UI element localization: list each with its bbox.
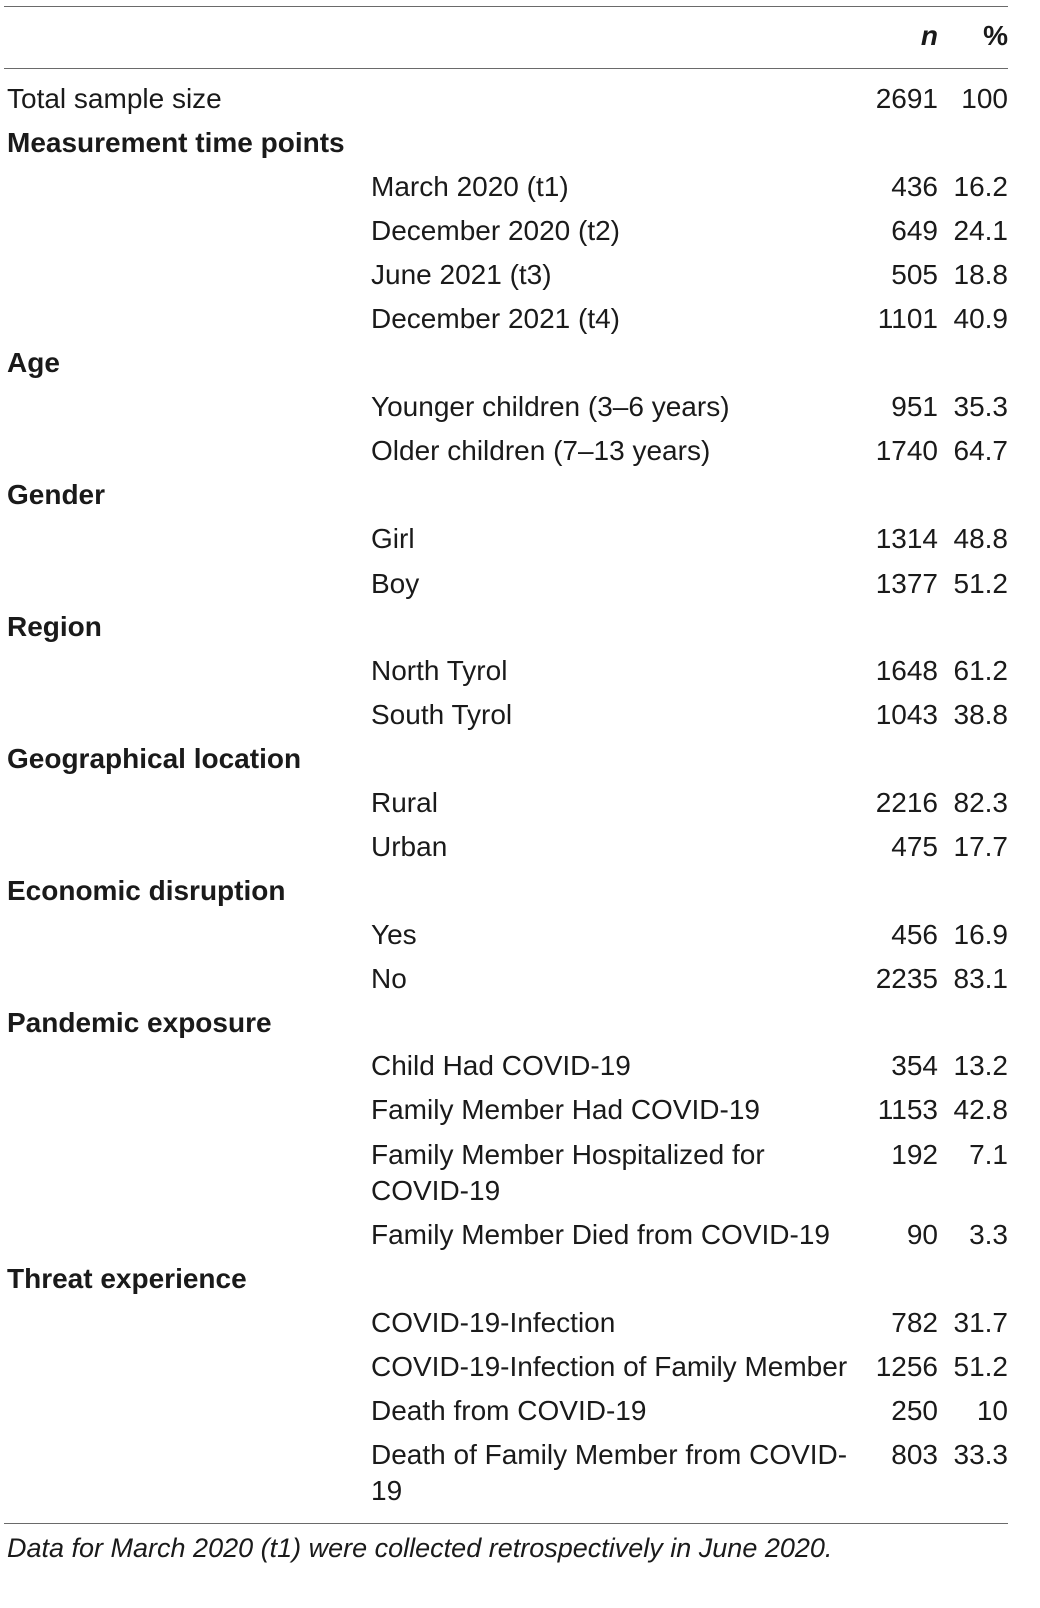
row-label: North Tyrol — [371, 655, 508, 686]
count-cell: 250 — [891, 1395, 938, 1426]
percent-cell: 10 — [976, 1395, 1008, 1426]
count-cell: 436 — [891, 171, 938, 202]
percent-cell: 3.3 — [969, 1219, 1008, 1250]
percent-cell: 51.2 — [953, 1351, 1008, 1382]
row-label: Urban — [371, 831, 448, 862]
percent-cell: 38.8 — [953, 699, 1008, 730]
count-cell: 649 — [891, 215, 938, 246]
group-label: Gender — [7, 479, 106, 510]
row-label: March 2020 (t1) — [371, 171, 569, 202]
row-label: Family Member Had COVID-19 — [371, 1094, 760, 1125]
bottom-rule — [4, 1523, 1008, 1524]
row-label: Older children (7–13 years) — [371, 435, 711, 466]
row-label: Girl — [371, 523, 415, 554]
percent-cell: 100 — [961, 83, 1008, 114]
count-cell: 803 — [891, 1439, 938, 1470]
percent-cell: 64.7 — [953, 435, 1008, 466]
group-label: Measurement time points — [7, 127, 345, 158]
count-cell: 1043 — [875, 699, 938, 730]
row-label: Child Had COVID-19 — [371, 1050, 631, 1081]
percent-cell: 42.8 — [953, 1094, 1008, 1125]
percent-cell: 31.7 — [953, 1307, 1008, 1338]
count-cell: 1256 — [875, 1351, 938, 1382]
count-cell: 456 — [891, 919, 938, 950]
row-label: Rural — [371, 787, 438, 818]
group-label: Region — [7, 611, 102, 642]
percent-cell: 48.8 — [953, 523, 1008, 554]
row-label: Death of Family Member from COVID-19 — [371, 1439, 848, 1506]
group-label: Age — [7, 347, 60, 378]
row-label: December 2021 (t4) — [371, 303, 621, 334]
percent-cell: 40.9 — [953, 303, 1008, 334]
count-cell: 192 — [891, 1139, 938, 1170]
row-label: No — [371, 963, 407, 994]
percent-cell: 13.2 — [953, 1050, 1008, 1081]
row-label: COVID-19-Infection — [371, 1307, 616, 1338]
count-cell: 1740 — [875, 435, 938, 466]
row-label: Boy — [371, 568, 420, 599]
header-percent: % — [983, 20, 1008, 51]
percent-cell: 7.1 — [969, 1139, 1008, 1170]
count-cell: 2216 — [875, 787, 938, 818]
row-label: South Tyrol — [371, 699, 513, 730]
percent-cell: 61.2 — [953, 655, 1008, 686]
percent-cell: 35.3 — [953, 391, 1008, 422]
header-n: n — [920, 20, 938, 51]
table-footnote: Data for March 2020 (t1) were collected retrospectively in June 2020. — [7, 1533, 833, 1563]
count-cell: 505 — [891, 259, 938, 290]
percent-cell: 82.3 — [953, 787, 1008, 818]
row-label: Death from COVID-19 — [371, 1395, 647, 1426]
count-cell: 475 — [891, 831, 938, 862]
percent-cell: 83.1 — [953, 963, 1008, 994]
row-label: COVID-19-Infection of Family Member — [371, 1351, 848, 1382]
percent-cell: 51.2 — [953, 568, 1008, 599]
count-cell: 90 — [906, 1219, 938, 1250]
row-label: Yes — [371, 919, 417, 950]
count-cell: 2691 — [875, 83, 938, 114]
percent-cell: 16.2 — [953, 171, 1008, 202]
row-label: Total sample size — [7, 83, 222, 114]
top-rule — [4, 6, 1008, 7]
row-label: Younger children (3–6 years) — [371, 391, 730, 422]
header-rule — [4, 68, 1008, 69]
count-cell: 1377 — [875, 568, 938, 599]
row-label: Family Member Died from COVID-19 — [371, 1219, 830, 1250]
count-cell: 1101 — [877, 303, 938, 334]
group-label: Pandemic exposure — [7, 1007, 272, 1038]
group-label: Threat experience — [7, 1263, 247, 1294]
percent-cell: 16.9 — [953, 919, 1008, 950]
count-cell: 1314 — [875, 523, 938, 554]
count-cell: 951 — [891, 391, 938, 422]
percent-cell: 24.1 — [953, 215, 1008, 246]
group-label: Economic disruption — [7, 875, 286, 906]
row-label: June 2021 (t3) — [371, 259, 552, 290]
count-cell: 2235 — [875, 963, 938, 994]
percent-cell: 33.3 — [953, 1439, 1008, 1470]
row-label: December 2020 (t2) — [371, 215, 621, 246]
count-cell: 354 — [891, 1050, 938, 1081]
percent-cell: 17.7 — [953, 831, 1008, 862]
row-label: Family Member Hospitalized for COVID-19 — [371, 1139, 765, 1206]
count-cell: 782 — [891, 1307, 938, 1338]
percent-cell: 18.8 — [953, 259, 1008, 290]
group-label: Geographical location — [7, 743, 302, 774]
count-cell: 1648 — [875, 655, 938, 686]
count-cell: 1153 — [877, 1094, 938, 1125]
